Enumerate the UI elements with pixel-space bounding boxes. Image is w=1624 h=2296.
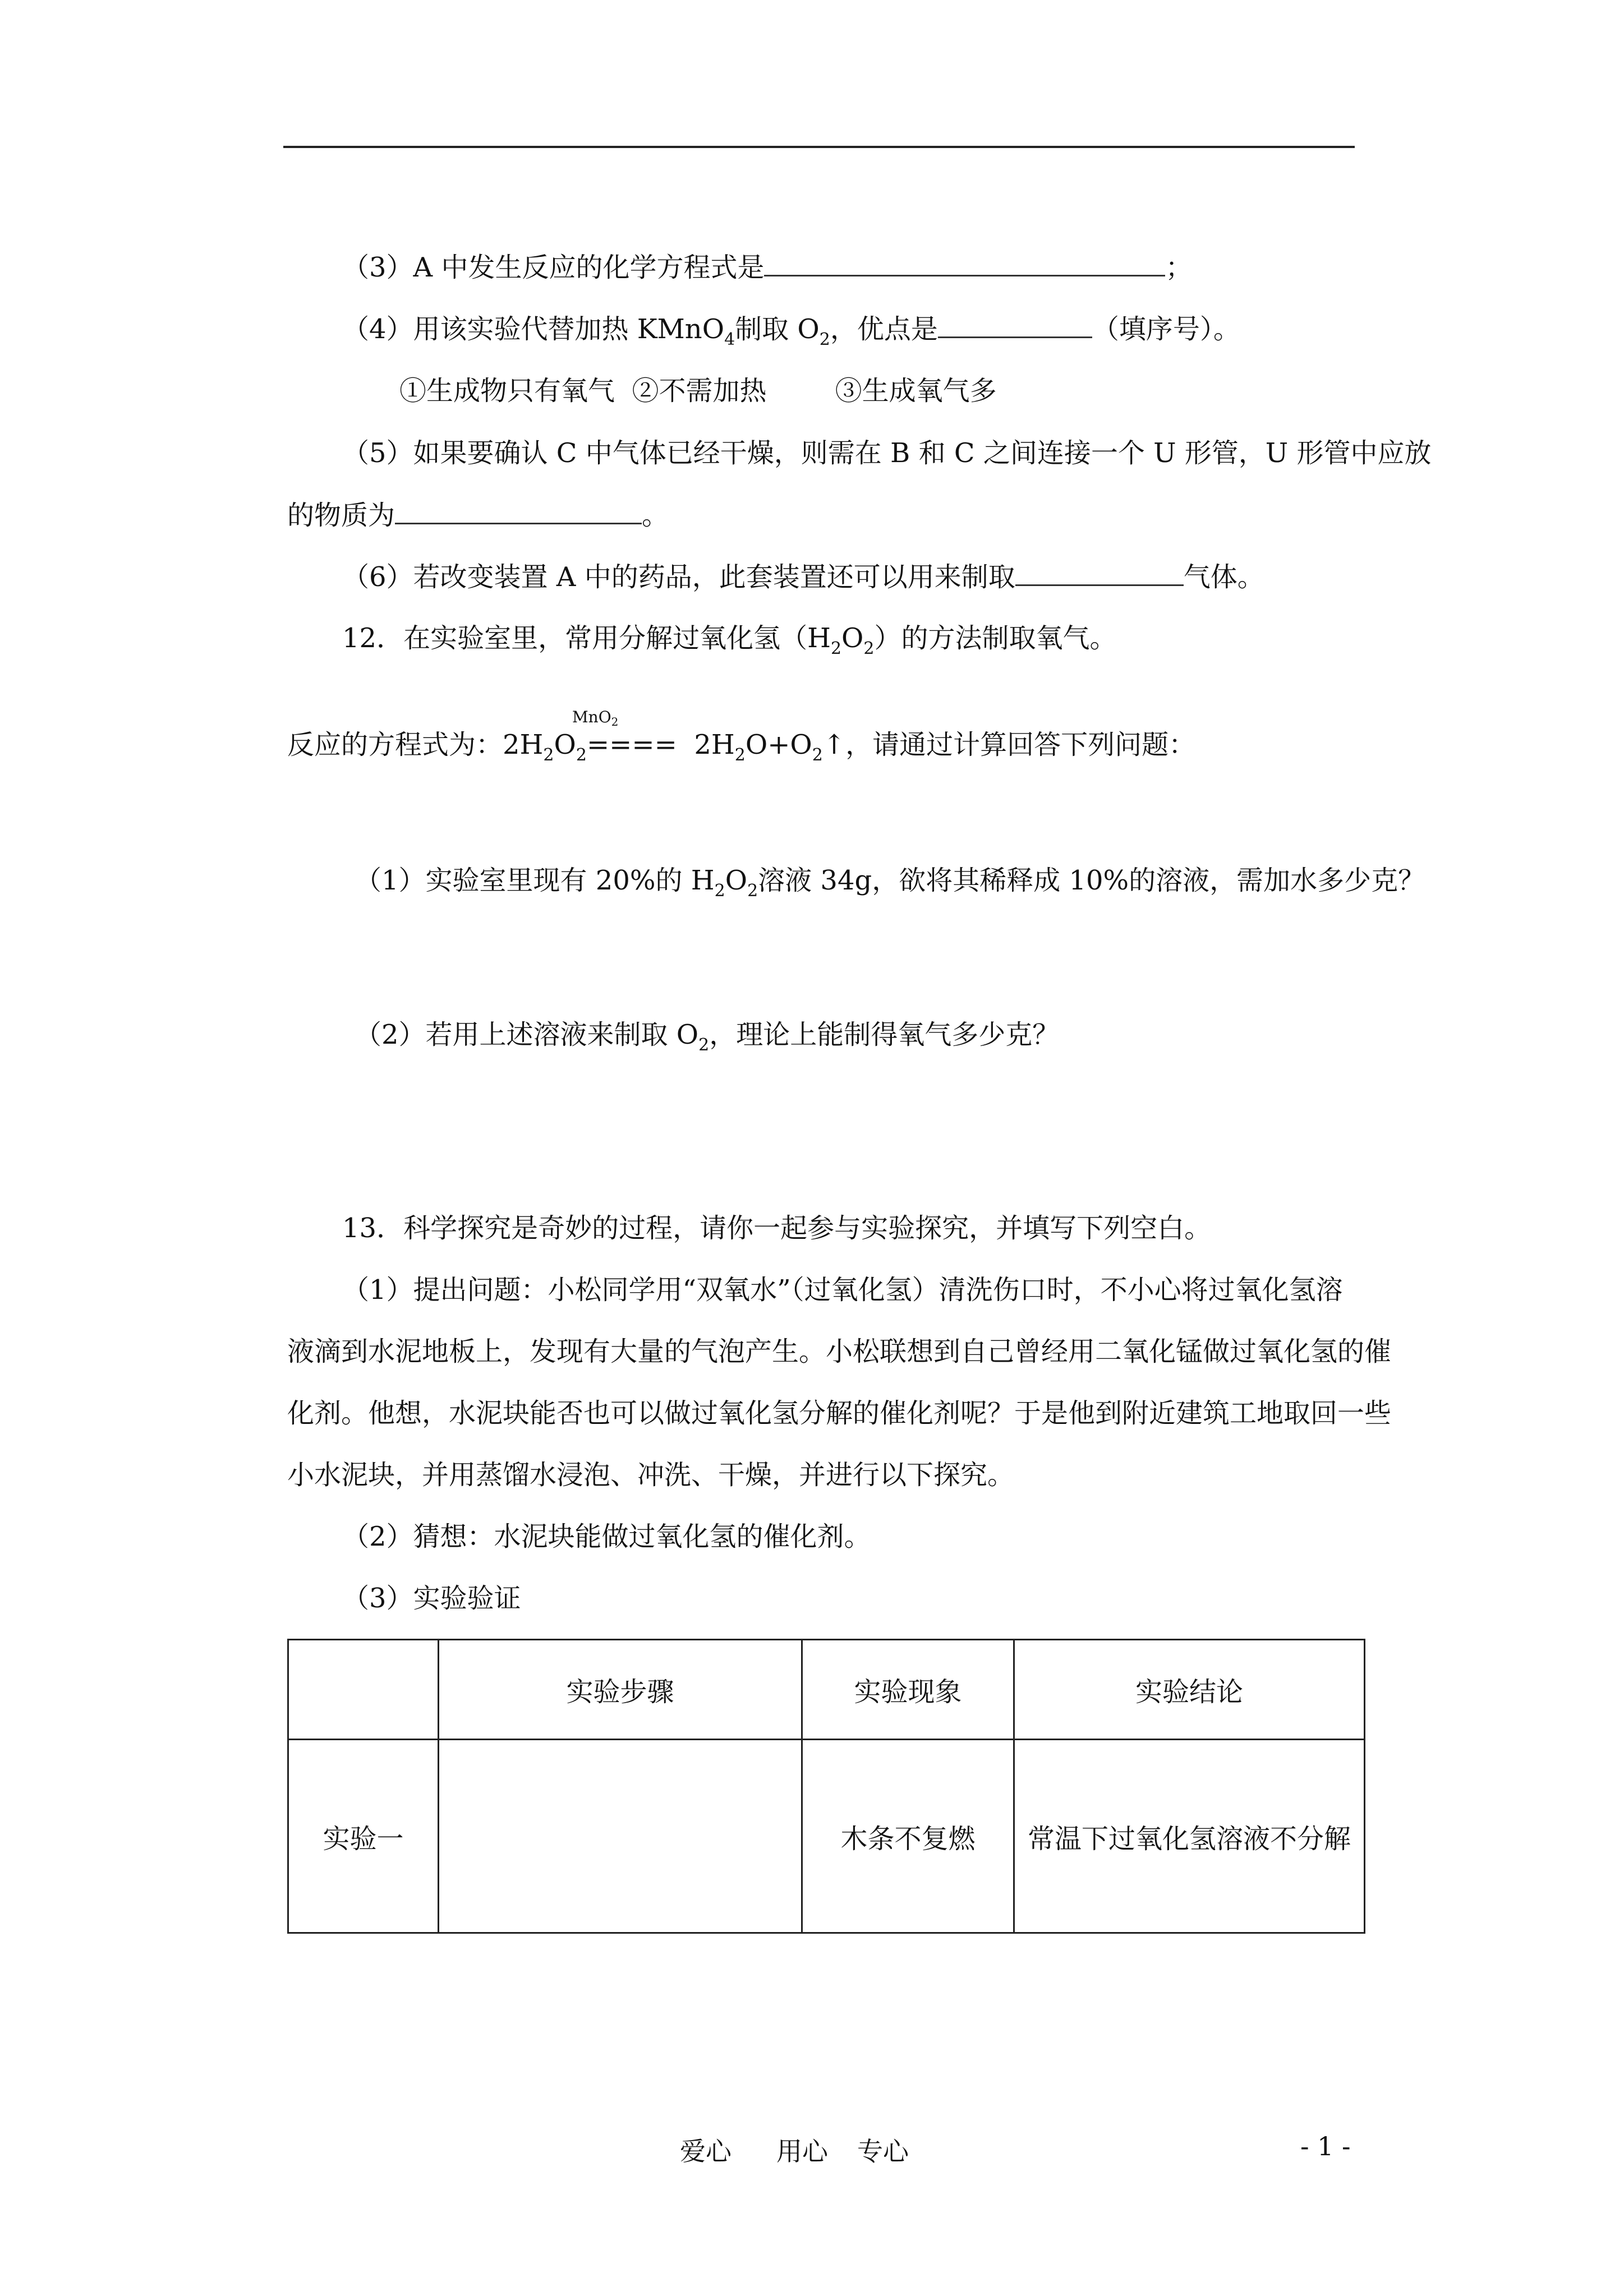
table-row	[288, 1740, 1365, 1933]
answer-blank[interactable]	[395, 498, 642, 524]
answer-blank[interactable]	[938, 312, 1092, 338]
header-rule	[283, 146, 1355, 148]
q11-part6: （6）若改变装置 A 中的药品，此套装置还可以用来制取 气体。	[342, 560, 1264, 594]
table-cell: 实验一	[288, 1740, 439, 1933]
q11-part3: （3）A 中发生反应的化学方程式是 ；	[342, 250, 1192, 284]
q13-verification-heading: （3）实验验证	[342, 1583, 521, 1614]
q12-question1: （1）实验室里现有 20%的 $H_2O_2$溶液 34g，欲将其稀释成 10%的溶液，需加水多少克？	[355, 865, 1425, 901]
experiment-table	[287, 1639, 1365, 1934]
footer-motto-3: 专心	[857, 2136, 909, 2166]
q13-para1-line3: 化剂。他想，水泥块能否也可以做过氧化氢分解的催化剂呢？于是他到附近建筑工地取回一些	[287, 1398, 1392, 1429]
page-number: - 1 -	[1300, 2131, 1351, 2161]
table-header-cell: 实验结论	[1014, 1640, 1365, 1740]
q11-part5-line2: 的物质为 。	[287, 498, 669, 532]
q13-para1-line4: 小水泥块，并用蒸馏水浸泡、冲洗、干燥，并进行以下探究。	[287, 1459, 1015, 1491]
q12-question2: （2）若用上述溶液来制取 $O_2$，理论上能制得氧气多少克？	[355, 1019, 1060, 1055]
footer-motto-1: 爱心	[680, 2136, 732, 2166]
answer-blank[interactable]	[764, 250, 1165, 276]
q11-part5-line1: （5）如果要确认 C 中气体已经干燥，则需在 B 和 C 之间连接一个 U 形管，U 形管中应放	[342, 437, 1432, 469]
table-header-cell	[288, 1640, 439, 1740]
catalyst-label: MnO$_2$	[572, 708, 619, 729]
answer-blank[interactable]	[1015, 560, 1184, 586]
q12-intro: 12．在实验室里，常用分解过氧化氢$(H_2O_2)$的方法制取氧气。	[342, 623, 1117, 658]
q13-hypothesis: （2）猜想：水泥块能做过氧化氢的催化剂。	[342, 1521, 871, 1552]
q13-intro: 13．科学探究是奇妙的过程，请你一起参与实验探究，并填写下列空白。	[342, 1212, 1212, 1244]
table-header-cell: 实验步骤	[439, 1640, 802, 1740]
q11-options: ①生成物只有氧气 ②不需加热 ③生成氧气多	[399, 375, 997, 407]
table-cell-answer[interactable]	[439, 1740, 802, 1933]
table-cell: 木条不复燃	[802, 1740, 1014, 1933]
table-header-cell: 实验现象	[802, 1640, 1014, 1740]
q13-para1-line1: （1）提出问题：小松同学用“双氧水”（过氧化氢）清洗伤口时，不小心将过氧化氢溶	[342, 1274, 1343, 1306]
q11-part4: （4）用该实验代替加热 KMnO$_4$制取 $O_2$，优点是 （填序号）。	[342, 312, 1240, 346]
table-cell: 常温下过氧化氢溶液不分解	[1014, 1740, 1365, 1933]
footer-motto-2: 用心	[776, 2136, 828, 2166]
q12-equation: 反应的方程式为：$2H_2O_2====$ $2H_2O+O_2↑$，请通过计算回答下列问题：	[287, 729, 1196, 765]
q13-para1-line2: 液滴到水泥地板上，发现有大量的气泡产生。小松联想到自己曾经用二氧化锰做过氧化氢的催	[287, 1336, 1392, 1367]
table-header-row	[288, 1640, 1365, 1740]
